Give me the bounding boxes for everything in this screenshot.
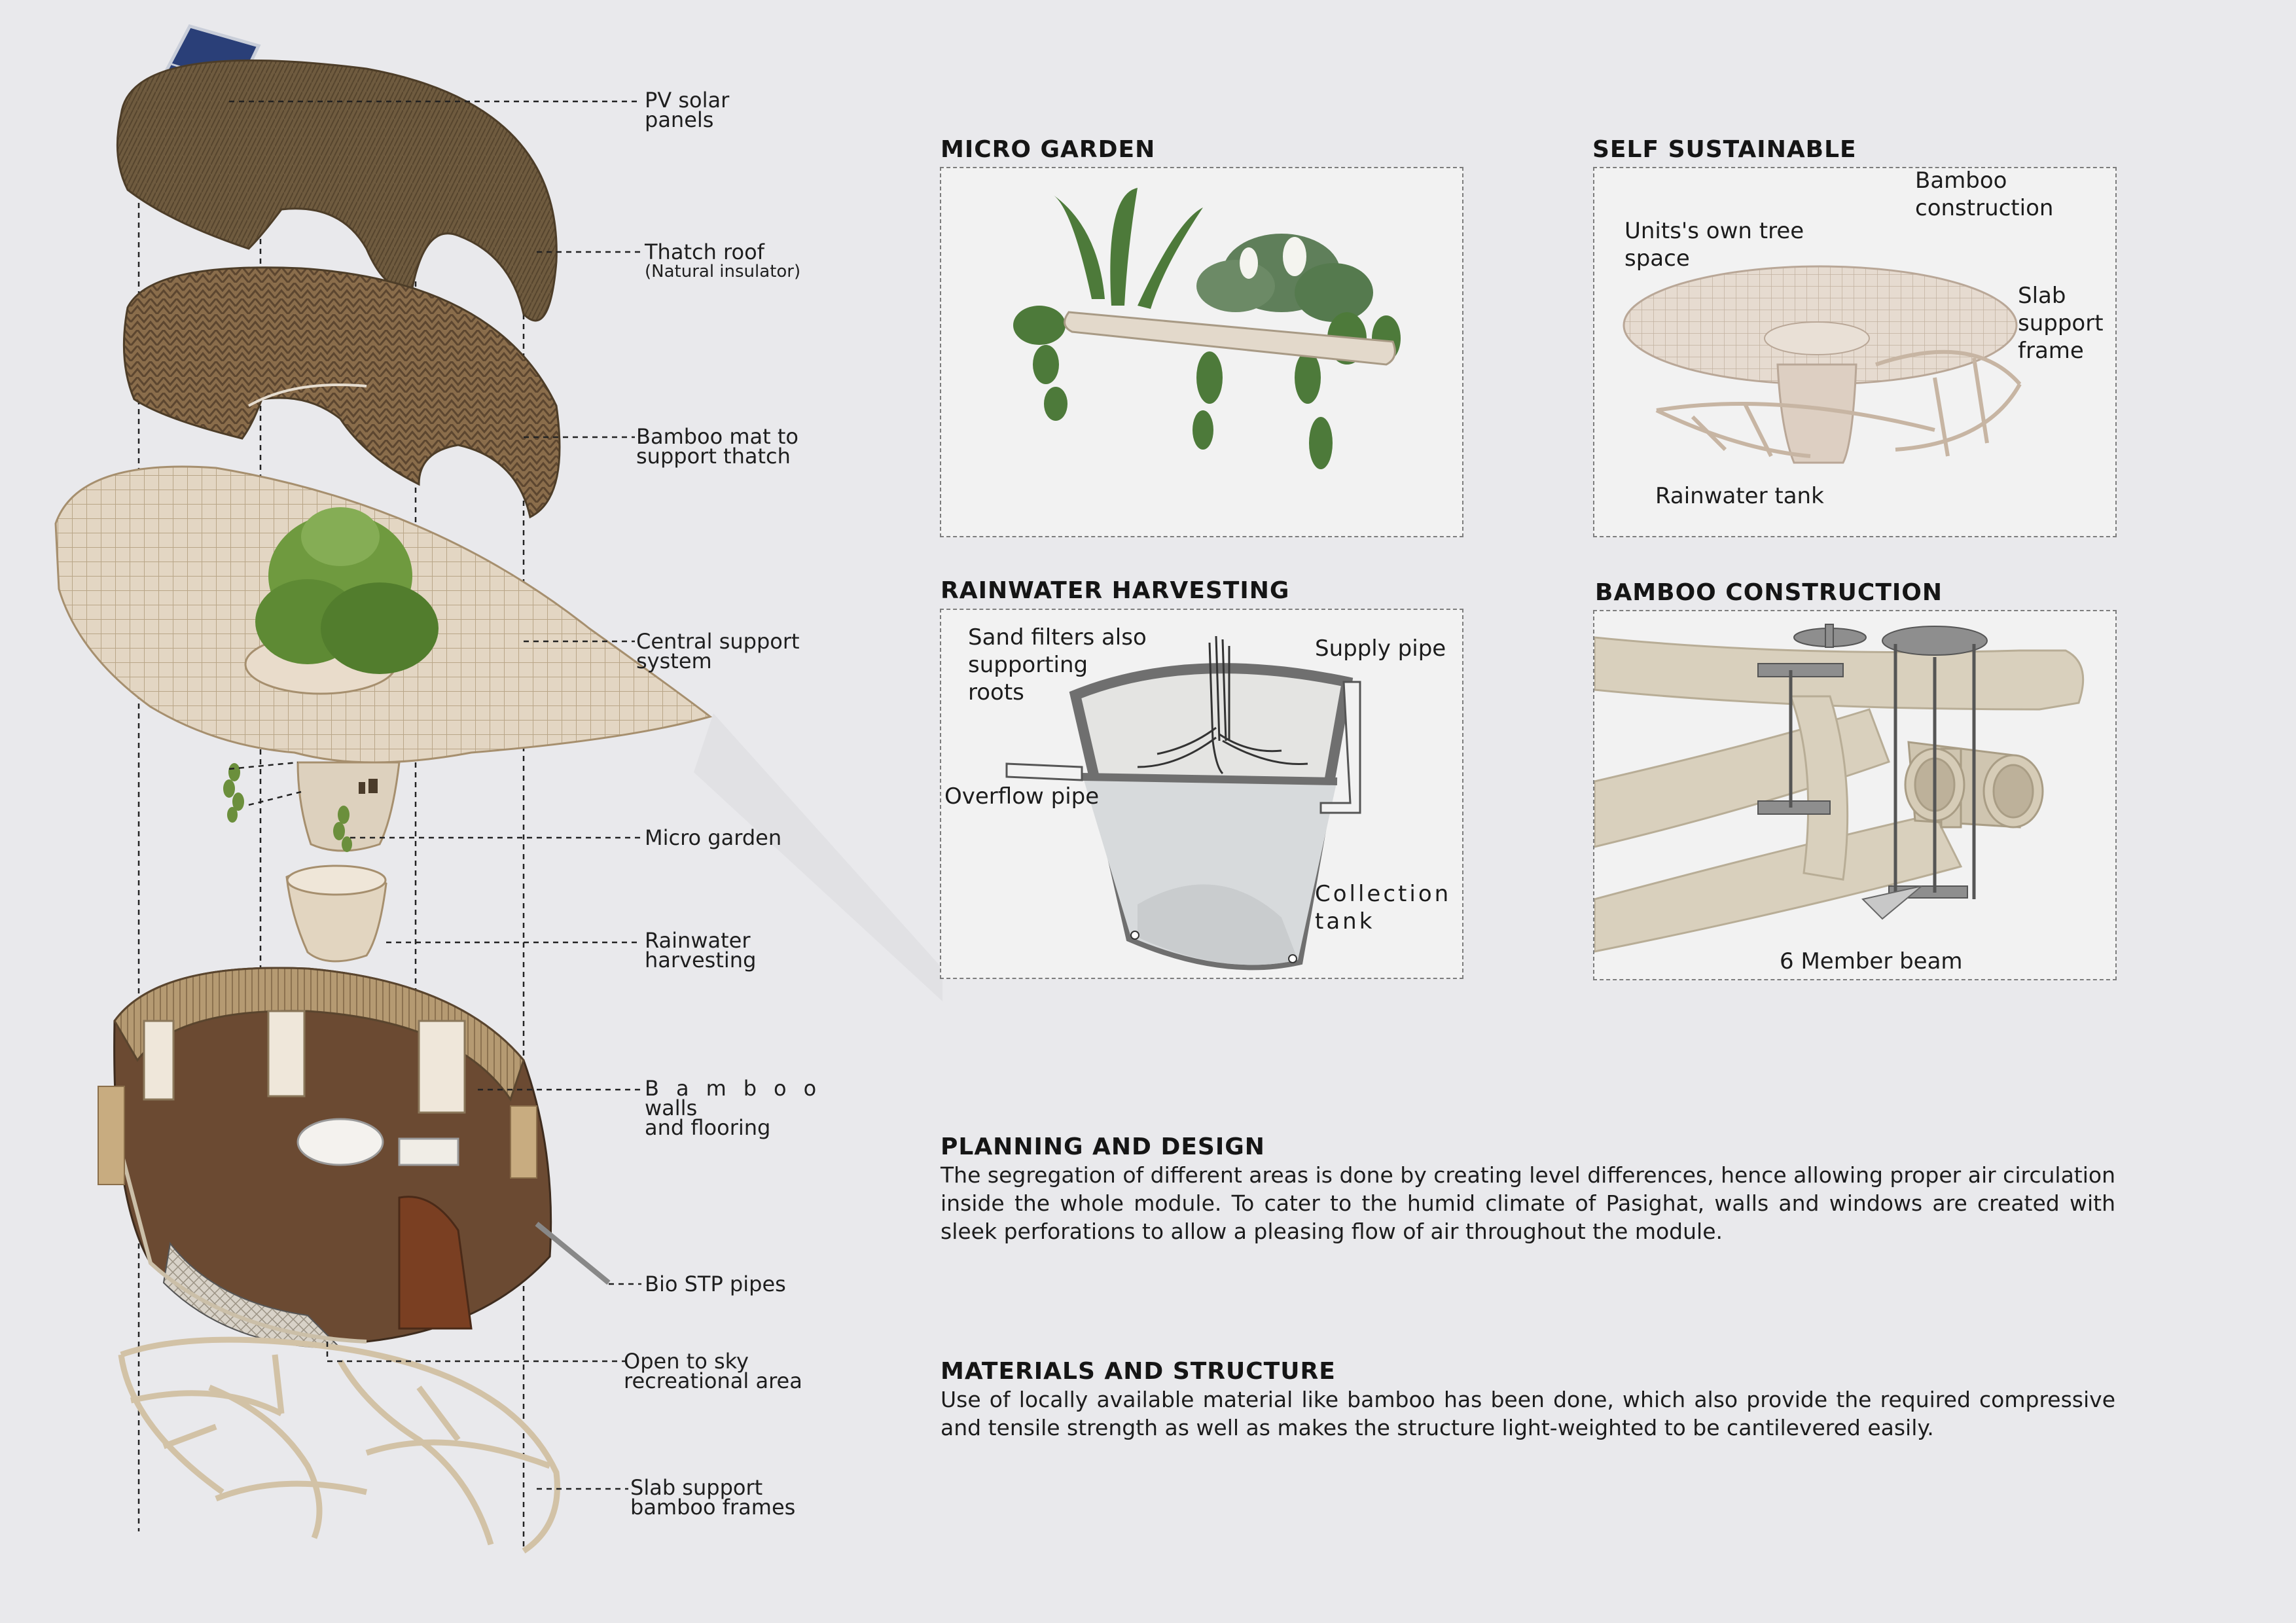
callout-micro-garden: Micro garden	[645, 825, 782, 850]
callout-thatch-roof-line2: (Natural insulator)	[645, 262, 801, 281]
callout-pv-solar	[645, 90, 729, 130]
materials-heading: MATERIALS AND STRUCTURE	[941, 1358, 1336, 1385]
callout-bio-stp: Bio STP pipes	[645, 1272, 786, 1296]
callout-bamboo-mat-line1: Bamboo mat to	[636, 424, 798, 449]
label-collection-line1: Collection	[1315, 881, 1452, 907]
callout-central-support-line2: system	[636, 649, 712, 673]
label-overflow-pipe: Overflow pipe	[944, 783, 1100, 810]
callout-slab-support-line1: Slab support	[630, 1475, 763, 1500]
label-sand-filters	[968, 624, 1147, 706]
callout-slab-support-line2: bamboo frames	[630, 1495, 796, 1520]
bamboo-construction-panel	[1593, 610, 2117, 980]
callout-bamboo-walls-line1: Bamboo	[645, 1076, 834, 1101]
self-sustainable-heading: SELF SUSTAINABLE	[1592, 136, 1857, 163]
callout-rainwater-line2: harvesting	[645, 948, 757, 972]
callout-thatch-roof	[645, 242, 800, 281]
callout-bamboo-mat-line2: support thatch	[636, 444, 791, 469]
label-tree-space-line2: space	[1624, 245, 1690, 272]
callout-bamboo-walls-line3: and flooring	[645, 1115, 771, 1140]
label-slab-line2: support	[2018, 310, 2104, 336]
label-slab-line1: Slab	[2018, 283, 2066, 309]
label-sand-filters-line1: Sand filters also	[968, 624, 1147, 651]
slab-support-frames	[121, 1340, 557, 1551]
callout-central-support	[636, 629, 800, 673]
label-sand-filters-line2: supporting	[968, 652, 1088, 678]
label-collection-line2: tank	[1315, 908, 1375, 935]
callout-pv-solar-line2: panels	[645, 107, 714, 132]
callout-thatch-roof-line1: Thatch roof	[645, 240, 764, 264]
label-bamboo-construction-line1: Bamboo	[1915, 168, 2007, 194]
label-six-member-beam: 6 Member beam	[1780, 948, 1963, 974]
planning-heading: PLANNING AND DESIGN	[941, 1133, 1265, 1160]
label-sand-filters-line3: roots	[968, 679, 1024, 705]
materials-body: Use of locally available material like bamboo has been done, which also provide the required compressive and tensile strength as well as makes the structure light-weighted to be cantilevered easily.	[941, 1387, 2115, 1440]
label-bamboo-construction-line2: construction	[1915, 195, 2054, 221]
label-collection-tank	[1315, 880, 1451, 935]
callout-bamboo-walls-line2: walls	[645, 1096, 698, 1120]
rainwater-harvesting-heading: RAINWATER HARVESTING	[941, 577, 1290, 604]
label-supply-pipe: Supply pipe	[1315, 635, 1446, 662]
callout-open-sky-line2: recreational area	[624, 1368, 802, 1393]
callout-pv-solar-line1: PV solar	[645, 88, 730, 113]
label-rainwater-tank: Rainwater tank	[1655, 483, 1824, 509]
label-slab-line3: frame	[2018, 338, 2084, 364]
callout-bamboo-mat	[636, 424, 798, 469]
callout-central-support-line1: Central support	[636, 629, 800, 654]
callout-open-sky-line1: Open to sky	[624, 1349, 749, 1374]
bamboo-construction-heading: BAMBOO CONSTRUCTION	[1595, 579, 1943, 606]
label-tree-space	[1624, 217, 1804, 272]
micro-garden-heading: MICRO GARDEN	[941, 136, 1156, 163]
planning-body: The segregation of different areas is done by creating level differences, hence allowing proper air circulation inside the whole module. To cater to the humid climate of Pasighat, walls and windows are created with sleek perforations to allow a pleasing flow of air throughout the module.	[941, 1162, 2115, 1244]
micro-garden-illustration	[941, 168, 1462, 536]
label-tree-space-line1: Units's own tree	[1624, 218, 1804, 244]
bamboo-joint-illustration	[1594, 611, 2115, 979]
micro-garden-panel	[940, 167, 1463, 537]
bamboo-walls-layer	[98, 968, 609, 1348]
callout-bamboo-walls	[645, 1076, 834, 1140]
callout-rainwater-line1: Rainwater	[645, 928, 751, 953]
label-bamboo-construction	[1915, 167, 2053, 222]
label-slab-support-frame	[2018, 282, 2104, 365]
callout-rainwater	[645, 928, 757, 972]
callout-open-sky	[624, 1351, 802, 1391]
callout-slab-support	[630, 1475, 796, 1520]
